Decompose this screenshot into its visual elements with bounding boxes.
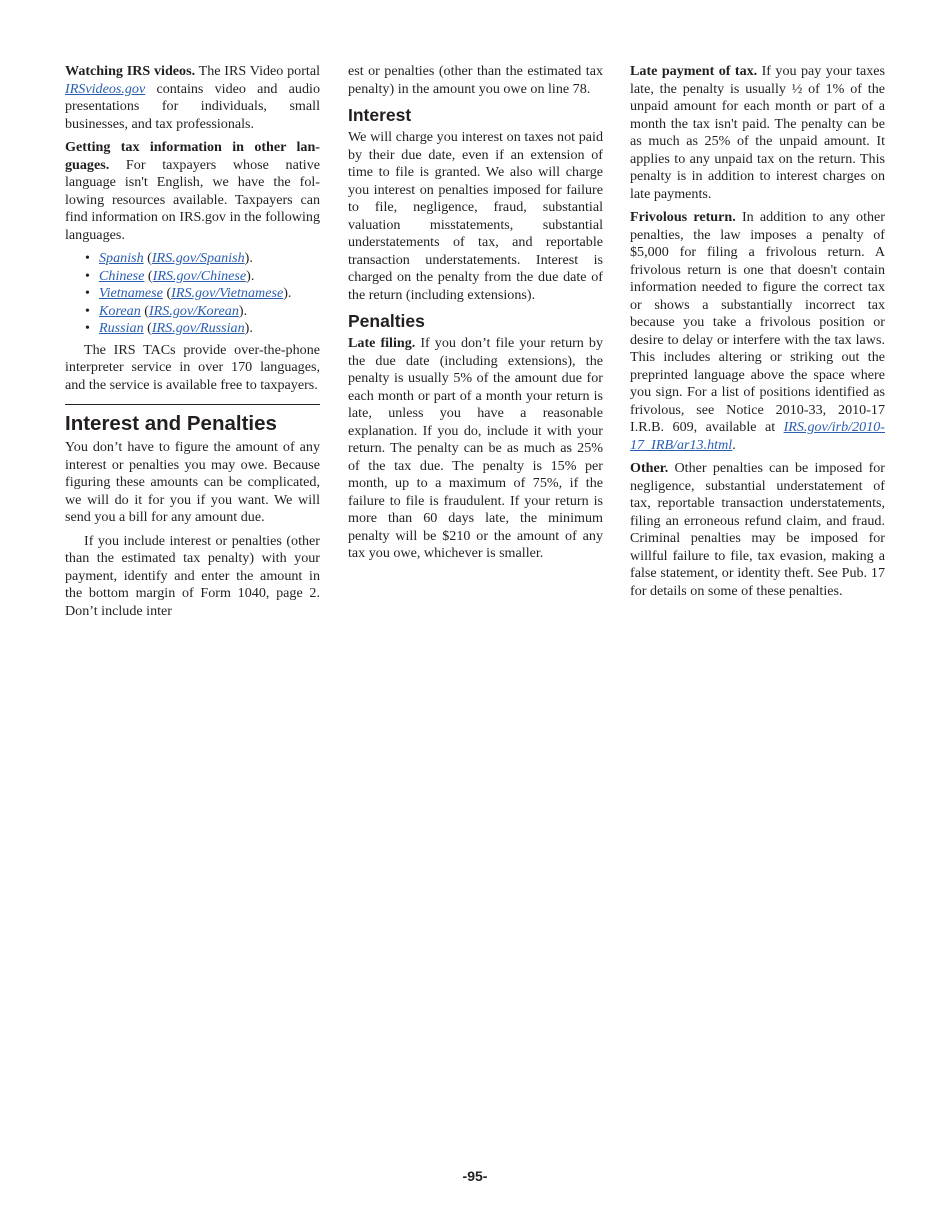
run-in-heading-late-filing: Late filing.	[348, 335, 416, 351]
paragraph-intro-1: You don’t have to figure the amount of any interest or penalties you may owe. Because figuring these amounts can be complicated, we will do it for you if you want. We will send you a bill for any amount due.	[65, 439, 320, 525]
page-number: -95-	[462, 1168, 488, 1184]
section-title: Interest and Penalties	[65, 412, 277, 435]
link-url-korean[interactable]: IRS.gov/Korean	[148, 302, 239, 319]
column-3	[630, 63, 885, 606]
text-span: contains video and audio presentations for individuals, small businesses, and tax professionals.	[65, 80, 320, 132]
link-language-korean[interactable]: Korean	[99, 302, 141, 319]
link-irb-notice[interactable]: IRS.gov/irb/2010-17_IRB/ar13.html	[630, 419, 885, 453]
paragraph-late-filing	[348, 335, 603, 563]
paragraph-tacs: The IRS TACs provide over-the-phone interpreter service in over 170 languages, and the service is available free to taxpayers.	[65, 341, 320, 393]
link-language-chinese[interactable]: Chinese	[99, 267, 145, 284]
run-in-heading-frivolous-return: Frivolous return.	[630, 209, 736, 225]
link-url-vietnamese[interactable]: IRS.gov/Vietnamese	[171, 285, 284, 301]
link-irsvideos[interactable]: IRSvideos.gov	[65, 80, 146, 97]
text-span: In addition to any other penalties, the law imposes a penalty of $5,000 for filing a frivolous return. A frivolous return is one that doesn't contain information needed to figure the correct tax or shows a substantially incorrect tax because you take a frivolous position or desire to delay or interfere with the tax laws. This includes altering or striking out the preprinted language above the space where you sign. For a list of positions identified as frivolous, see Notice 2010-33, 2010-17 I.R.B. 609, available at	[630, 209, 885, 435]
link-url-russian[interactable]: IRS.gov/Russian	[151, 320, 245, 336]
list-item: • Chinese (IRS.gov/Chinese).	[85, 268, 320, 286]
heading-interest: Interest	[348, 105, 412, 125]
paragraph-interest: We will charge you interest on taxes not paid by their due date, even if an extension of time to file is granted. We also will charge you interest on penalties imposed for failure to file, negligence, fraud, substantial valuation misstatements, substantial understatements of tax, and reportable transaction understatements. Interest is charged on the penalty from the due date of the return (including extensions).	[348, 129, 603, 303]
paragraph-frivolous-return	[630, 209, 885, 454]
paragraph-late-payment	[630, 63, 885, 203]
run-in-heading-irs-videos: Watching IRS videos.	[65, 63, 196, 79]
run-in-heading-late-payment: Late payment of tax.	[630, 63, 758, 79]
text-span: .	[732, 436, 736, 453]
list-item: • Vietnamese (IRS.gov/Vietnamese).	[85, 285, 320, 303]
paragraph-irs-videos	[65, 63, 320, 133]
run-in-heading-other: Other.	[630, 460, 669, 476]
section-divider	[65, 404, 320, 405]
link-language-vietnamese[interactable]: Vietnamese	[99, 285, 163, 301]
list-item: • Korean (IRS.gov/Korean).	[85, 303, 320, 321]
text-span: For taxpayers whose native language isn't English, we have the following resources available. Taxpayers can find information on IRS.gov in the following languages.	[65, 156, 320, 243]
heading-penalties: Penalties	[348, 311, 425, 331]
column-1	[65, 63, 320, 626]
text-span: If you pay your taxes late, the penalty is usually ½ of 1% of the unpaid amount for each month or part of a month the tax isn't paid. The penalty can be as much as 25% of the unpaid amount. It applies to any unpaid tax on the return. This penalty is in addition to interest charges on late payments.	[630, 63, 885, 202]
language-list	[65, 250, 320, 338]
link-url-chinese[interactable]: IRS.gov/Chinese	[152, 267, 247, 284]
paragraph-intro-2: If you include interest or penalties (other than the estimated tax penalty) with your payment, identify and enter the amount in the bottom margin of Form 1040, page 2. Don’t include inter	[65, 532, 320, 619]
paragraph-continued: est or penalties (other than the estimated tax penalty) in the amount you owe on line 78.	[348, 63, 603, 97]
text-span: Other penalties can be imposed for negligence, substantial understatement of tax, reportable transaction understatements, filing an erroneous refund claim, and fraud. Criminal penalties may be imposed for willful failure to file, tax evasion, making a false statement, or identity theft. See Pub. 17 for details on some of these penalties.	[630, 460, 885, 599]
list-item: • Spanish (IRS.gov/Spanish).	[85, 250, 320, 268]
paragraph-other-languages	[65, 139, 320, 244]
link-language-spanish[interactable]: Spanish	[99, 250, 144, 266]
text-span: The IRS Video portal	[195, 63, 320, 79]
list-item: • Russian (IRS.gov/Russian).	[85, 320, 320, 338]
run-in-heading-other-languages: Getting tax information in other languages.	[65, 139, 320, 173]
link-language-russian[interactable]: Russian	[99, 320, 144, 336]
column-2	[348, 63, 603, 569]
text-span: If you don’t file your return by the due date (including extensions), the penalty is usually 5% of the amount due for each month or part of a month your return is late, unless you have a reasonable explanation. If you do, include it with your return. The penalty can be as much as 25% of the tax due. The penalty is 15% per month, up to a maximum of 75%, if the failure to file is fraudulent. If your return is more than 60 days late, the minimum penalty will be $210 or the amount of any tax you owe, whichever is smaller.	[348, 335, 603, 561]
paragraph-other-penalties	[630, 460, 885, 600]
link-url-spanish[interactable]: IRS.gov/Spanish	[151, 250, 245, 266]
